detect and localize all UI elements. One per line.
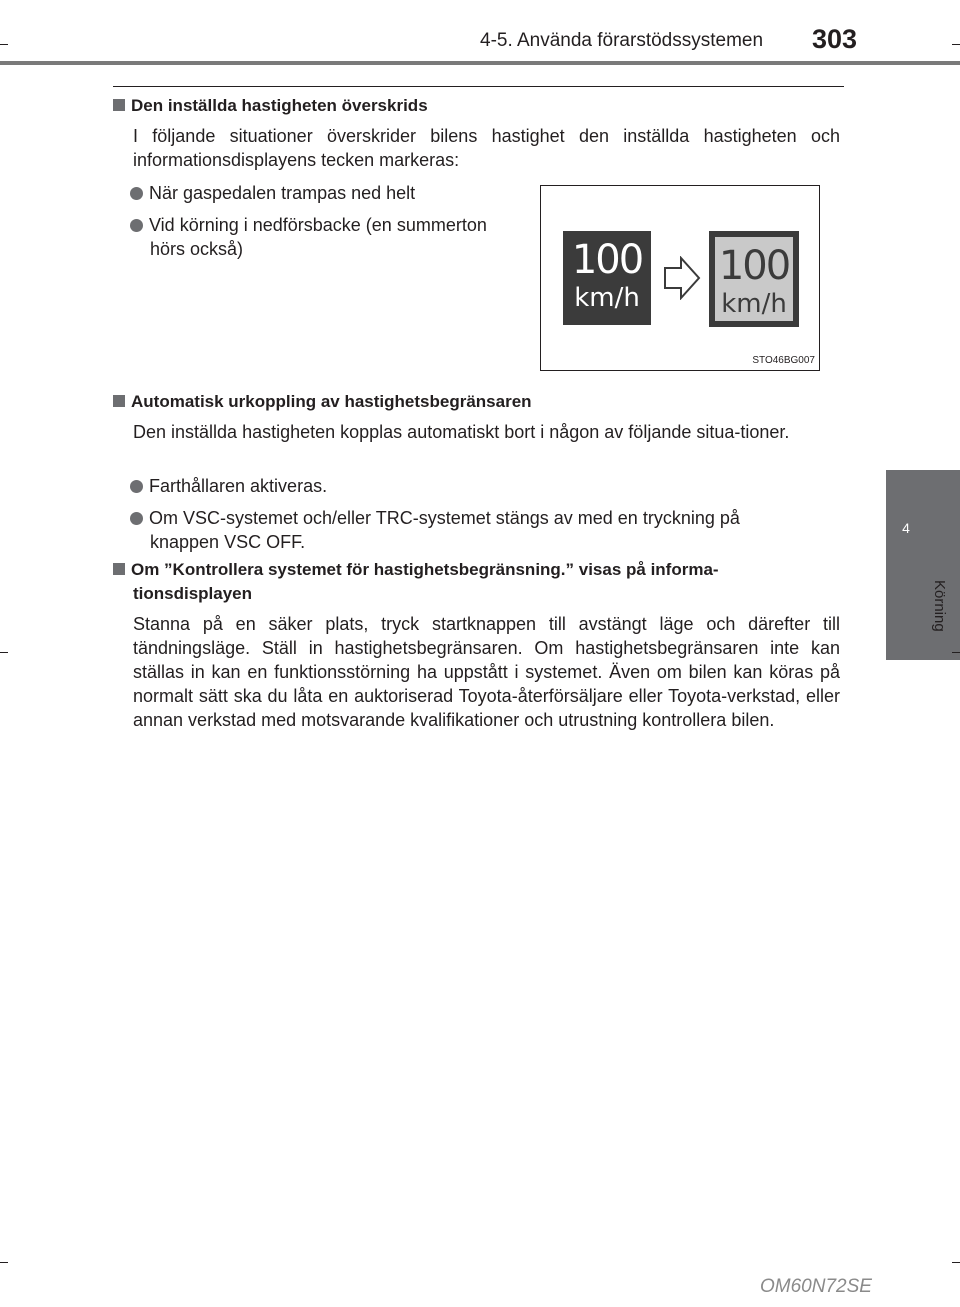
header-rule	[0, 61, 960, 65]
section-divider	[113, 86, 844, 87]
section-title: 4-5. Använda förarstödssystemen	[480, 30, 764, 51]
bullet-dot-icon	[130, 512, 143, 525]
list-item: När gaspedalen trampas ned helt	[130, 181, 415, 205]
section-heading-3	[113, 560, 719, 580]
speed-indicator-normal: 100 km/h	[563, 231, 651, 325]
crop-mark	[952, 652, 960, 653]
page-number: 303	[812, 24, 858, 54]
bullet-dot-icon	[130, 187, 143, 200]
crop-mark	[0, 1262, 8, 1263]
heading-text: Automatisk urkoppling av hastighetsbegränsaren	[131, 392, 532, 411]
section-body-3: Stanna på en säker plats, tryck startknappen till avstängt läge och därefter till tändningsläge. Ställ in hastighetsbegränsaren. Om hastighetsbegränsaren inte kan ställas in kan en funktionsstörning ha uppstått i systemet. Även om bilen kan köras på normalt sätt ska du låta en auktoriserad Toyota-återförsäljare eller Toyota-verkstad, eller annan verkstad med motsvarande kvalifikationer och utrustning kontrollera bilen.	[133, 614, 840, 730]
list-item: Om VSC-systemet och/eller TRC-systemet stängs av med en tryckning på	[130, 506, 842, 530]
heading-text: Om ”Kontrollera systemet för hastighetsbegränsning.” visas på informa-	[131, 560, 719, 579]
bullet-dot-icon	[130, 219, 143, 232]
list-item-continuation: hörs också)	[150, 239, 244, 259]
right-arrow-icon	[663, 256, 701, 300]
section-heading-1	[113, 96, 428, 116]
section-body-1: I följande situationer överskrider bilens hastighet den inställda hastigheten och informationsdisplayens tecken markeras:	[133, 126, 840, 170]
crop-mark	[952, 44, 960, 45]
list-item: Farthållaren aktiveras.	[130, 474, 327, 498]
list-item: Vid körning i nedförsbacke (en summerton	[130, 213, 487, 237]
crop-mark	[0, 44, 8, 45]
figure-code: STO46BG007	[752, 355, 815, 366]
crop-mark	[952, 1262, 960, 1263]
bullet-dot-icon	[130, 480, 143, 493]
speed-display-figure	[540, 185, 820, 371]
chapter-number: 4	[902, 520, 910, 536]
heading-text: Den inställda hastigheten överskrids	[131, 96, 428, 115]
chapter-label: Körning	[931, 580, 948, 632]
square-bullet-icon	[113, 395, 125, 407]
speed-indicator-exceeded: 100 km/h	[709, 231, 799, 327]
section-body-2: Den inställda hastigheten kopplas automatiskt bort i någon av följande situa-tioner.	[133, 422, 790, 442]
square-bullet-icon	[113, 99, 125, 111]
footer-watermark: OM60N72SE	[760, 1276, 872, 1297]
section-heading-3-cont: tionsdisplayen	[133, 584, 253, 603]
section-heading-2	[113, 392, 532, 412]
crop-mark	[0, 652, 8, 653]
square-bullet-icon	[113, 563, 125, 575]
list-item-continuation: knappen VSC OFF.	[150, 532, 306, 552]
